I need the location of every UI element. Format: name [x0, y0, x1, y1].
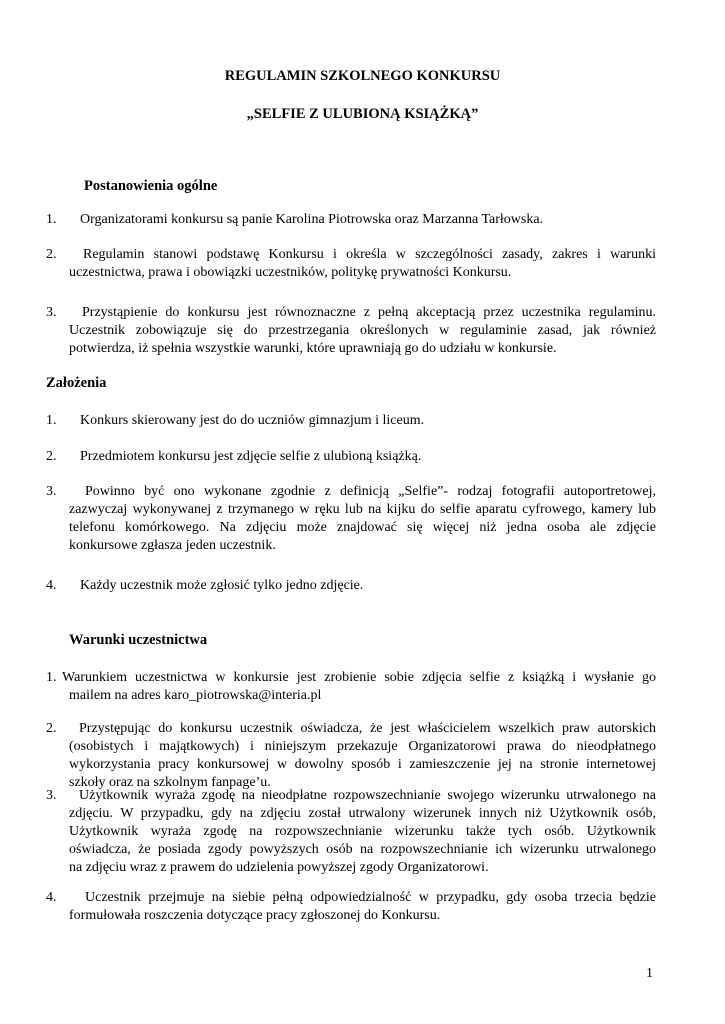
list-item-text: Regulamin stanowi podstawę Konkursu i określa w szczególności zasady, zakres i warunki uczestnictwa, prawa i obowiązki uczestników, politykę prywatności Konkursu. — [69, 247, 656, 280]
list-item-text: Konkurs skierowany jest do do uczniów gimnazjum i liceum. — [80, 413, 425, 428]
list-item-text: Przedmiotem konkursu jest zdjęcie selfie z ulubioną książką. — [80, 449, 422, 464]
list-item-number: 2. — [46, 721, 57, 736]
list-item-text: Warunkiem uczestnictwa w konkursie jest zrobienie sobie zdjęcia selfie z książką i wysłanie go mailem na adres karo_piotrowska@interia.pl — [62, 670, 656, 703]
list-item-number: 4. — [46, 890, 57, 905]
section-heading: Postanowienia ogólne — [84, 178, 218, 194]
list-item-number: 1. — [46, 413, 57, 428]
list-item-number: 2. — [46, 247, 57, 262]
list-item-text: Przystąpienie do konkursu jest równoznaczne z pełną akceptacją przez uczestnika regulaminu. Uczestnik zobowiązuje się do przestrzegania określonych w regulaminie zasad, jak również potwierdza, iż spełnia wszystkie warunki, które uprawniają go do udziału w konkursie. — [69, 305, 656, 356]
list-item-number: 1. — [46, 670, 57, 685]
list-item-text: Organizatorami konkursu są panie Karolina Piotrowska oraz Marzanna Tarłowska. — [80, 212, 544, 227]
list-item-text: Powinno być ono wykonane zgodnie z definicją „Selfie”- rodzaj fotografii autoportretowej, zazwyczaj wykonywanej z trzymanego w ręku lub na kijku do selfie aparatu cyfrowego, kamery lub telefonu komórkowego. Na zdjęciu może znajdować się więcej niż jedna osoba ale zdjęcie konkursowe zgłasza jeden uczestnik. — [69, 484, 656, 553]
document-subtitle: „SELFIE Z ULUBIONĄ KSIĄŻKĄ” — [246, 106, 479, 122]
list-item-text: Każdy uczestnik może zgłosić tylko jedno zdjęcie. — [80, 578, 364, 593]
document-title: REGULAMIN SZKOLNEGO KONKURSU — [224, 68, 501, 84]
page-number: 1 — [646, 966, 653, 981]
list-item-number: 3. — [46, 484, 57, 499]
list-item-number: 4. — [46, 578, 57, 593]
list-item-text: Przystępując do konkursu uczestnik oświadcza, że jest właścicielem wszelkich praw autorskich (osobistych i majątkowych) i niniejszym przekazuje Organizatorowi prawa do nieodpłatnego wykorzystania pracy konkursowej w dowolny sposób i zamieszczenie jej na stronie internetowej szkoły oraz na szkolnym fanpage’u. — [69, 721, 656, 790]
section-heading: Warunki uczestnictwa — [69, 632, 208, 648]
list-item-text: Użytkownik wyraża zgodę na nieodpłatne rozpowszechnianie swojego wizerunku utrwalonego na zdjęciu. W przypadku, gdy na zdjęciu został utrwalony wizerunek innych niż Użytkownik osób, Użytkownik wyraża zgodę na rozpowszechnianie wizerunku także tych osób. Użytkownik oświadcza, że posiada zgody powyższych osób na rozpowszechnianie ich wizerunku utrwalonego na zdjęciu wraz z prawem do udzielenia powyższej zgody Organizatorowi. — [69, 788, 656, 875]
list-item-number: 2. — [46, 449, 57, 464]
list-item-number: 1. — [46, 212, 57, 227]
list-item-number: 3. — [46, 305, 57, 320]
list-item-number: 3. — [46, 788, 57, 803]
section-heading: Założenia — [46, 375, 107, 391]
list-item-text: Uczestnik przejmuje na siebie pełną odpowiedzialność w przypadku, gdy osoba trzecia będzie formułowała roszczenia dotyczące pracy zgłoszonej do Konkursu. — [69, 890, 656, 923]
